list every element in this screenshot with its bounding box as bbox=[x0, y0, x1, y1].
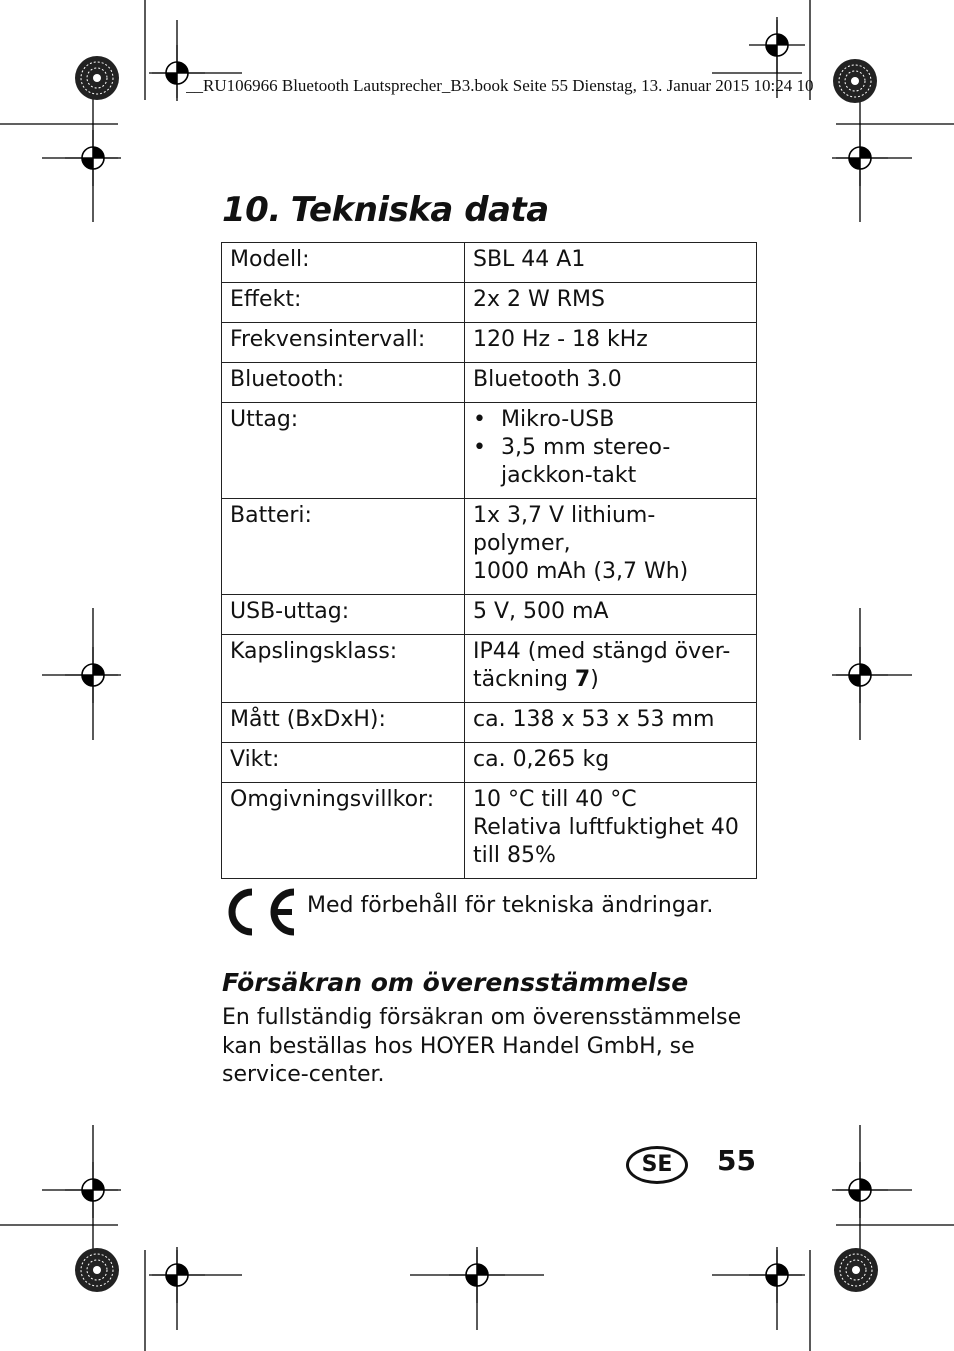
spec-value-line: Relativa luftfuktighet 40 bbox=[473, 815, 739, 840]
print-header-line: __RU106966 Bluetooth Lautsprecher_B3.book Seite 55 Dienstag, 13. Januar 2015 10:24 10 bbox=[186, 76, 814, 95]
spec-value-line: 1000 mAh (3,7 Wh) bbox=[473, 559, 689, 584]
table-row bbox=[222, 703, 757, 743]
spec-table bbox=[221, 242, 757, 879]
spec-value: 5 V, 500 mA bbox=[465, 595, 757, 635]
bullet-list bbox=[473, 406, 748, 490]
spec-label: Batteri: bbox=[222, 499, 465, 595]
spec-label: Effekt: bbox=[222, 283, 465, 323]
spec-label: Vikt: bbox=[222, 743, 465, 783]
table-row bbox=[222, 323, 757, 363]
spec-label: USB-uttag: bbox=[222, 595, 465, 635]
table-row bbox=[222, 499, 757, 595]
spec-value: ca. 138 x 53 x 53 mm bbox=[465, 703, 757, 743]
list-item: • Mikro-USB bbox=[473, 406, 748, 434]
conformity-text: En fullständig försäkran om överensstämmelse kan beställas hos HOYER Handel GmbH, se service-center. bbox=[222, 1005, 742, 1087]
spec-value: 120 Hz - 18 kHz bbox=[465, 323, 757, 363]
spec-value bbox=[465, 635, 757, 703]
table-row bbox=[222, 635, 757, 703]
table-row bbox=[222, 743, 757, 783]
part-reference-number: 7 bbox=[574, 667, 591, 692]
spec-label: Bluetooth: bbox=[222, 363, 465, 403]
spec-value-line: till 85% bbox=[473, 843, 556, 868]
registration-star-icon bbox=[830, 56, 880, 106]
table-row bbox=[222, 403, 757, 499]
ce-note: Med förbehåll för tekniska ändringar. bbox=[307, 893, 714, 918]
spec-value: 2x 2 W RMS bbox=[465, 283, 757, 323]
spec-value-text: ) bbox=[590, 667, 599, 692]
spec-value-line: 10 °C till 40 °C bbox=[473, 787, 637, 812]
page-number: 55 bbox=[717, 1144, 756, 1177]
spec-label: Omgivningsvillkor: bbox=[222, 783, 465, 879]
spec-value bbox=[465, 783, 757, 879]
table-row bbox=[222, 595, 757, 635]
table-row bbox=[222, 283, 757, 323]
spec-value-line bbox=[473, 666, 748, 694]
section-title bbox=[222, 190, 549, 230]
spec-value-line: IP44 (med stängd över- bbox=[473, 639, 731, 664]
spec-value: ca. 0,265 kg bbox=[465, 743, 757, 783]
language-badge: SE bbox=[626, 1146, 688, 1184]
table-row bbox=[222, 783, 757, 879]
spec-value: SBL 44 A1 bbox=[465, 243, 757, 283]
spec-label: Uttag: bbox=[222, 403, 465, 499]
spec-value-line: 1x 3,7 V lithium-polymer, bbox=[473, 503, 656, 556]
section-number: 10. bbox=[222, 190, 281, 230]
spec-label: Mått (BxDxH): bbox=[222, 703, 465, 743]
spec-value bbox=[465, 499, 757, 595]
section-title-text: Tekniska data bbox=[290, 190, 549, 230]
table-row bbox=[222, 243, 757, 283]
spec-label: Kapslingsklass: bbox=[222, 635, 465, 703]
spec-value: Bluetooth 3.0 bbox=[465, 363, 757, 403]
table-row bbox=[222, 363, 757, 403]
spec-label: Modell: bbox=[222, 243, 465, 283]
spec-value bbox=[465, 403, 757, 499]
list-item: • 3,5 mm stereo-jackkon-takt bbox=[473, 434, 748, 490]
conformity-heading: Försäkran om överensstämmelse bbox=[222, 968, 689, 997]
spec-value-text: täckning bbox=[473, 667, 575, 692]
spec-label: Frekvensintervall: bbox=[222, 323, 465, 363]
ce-mark-icon bbox=[222, 884, 298, 940]
